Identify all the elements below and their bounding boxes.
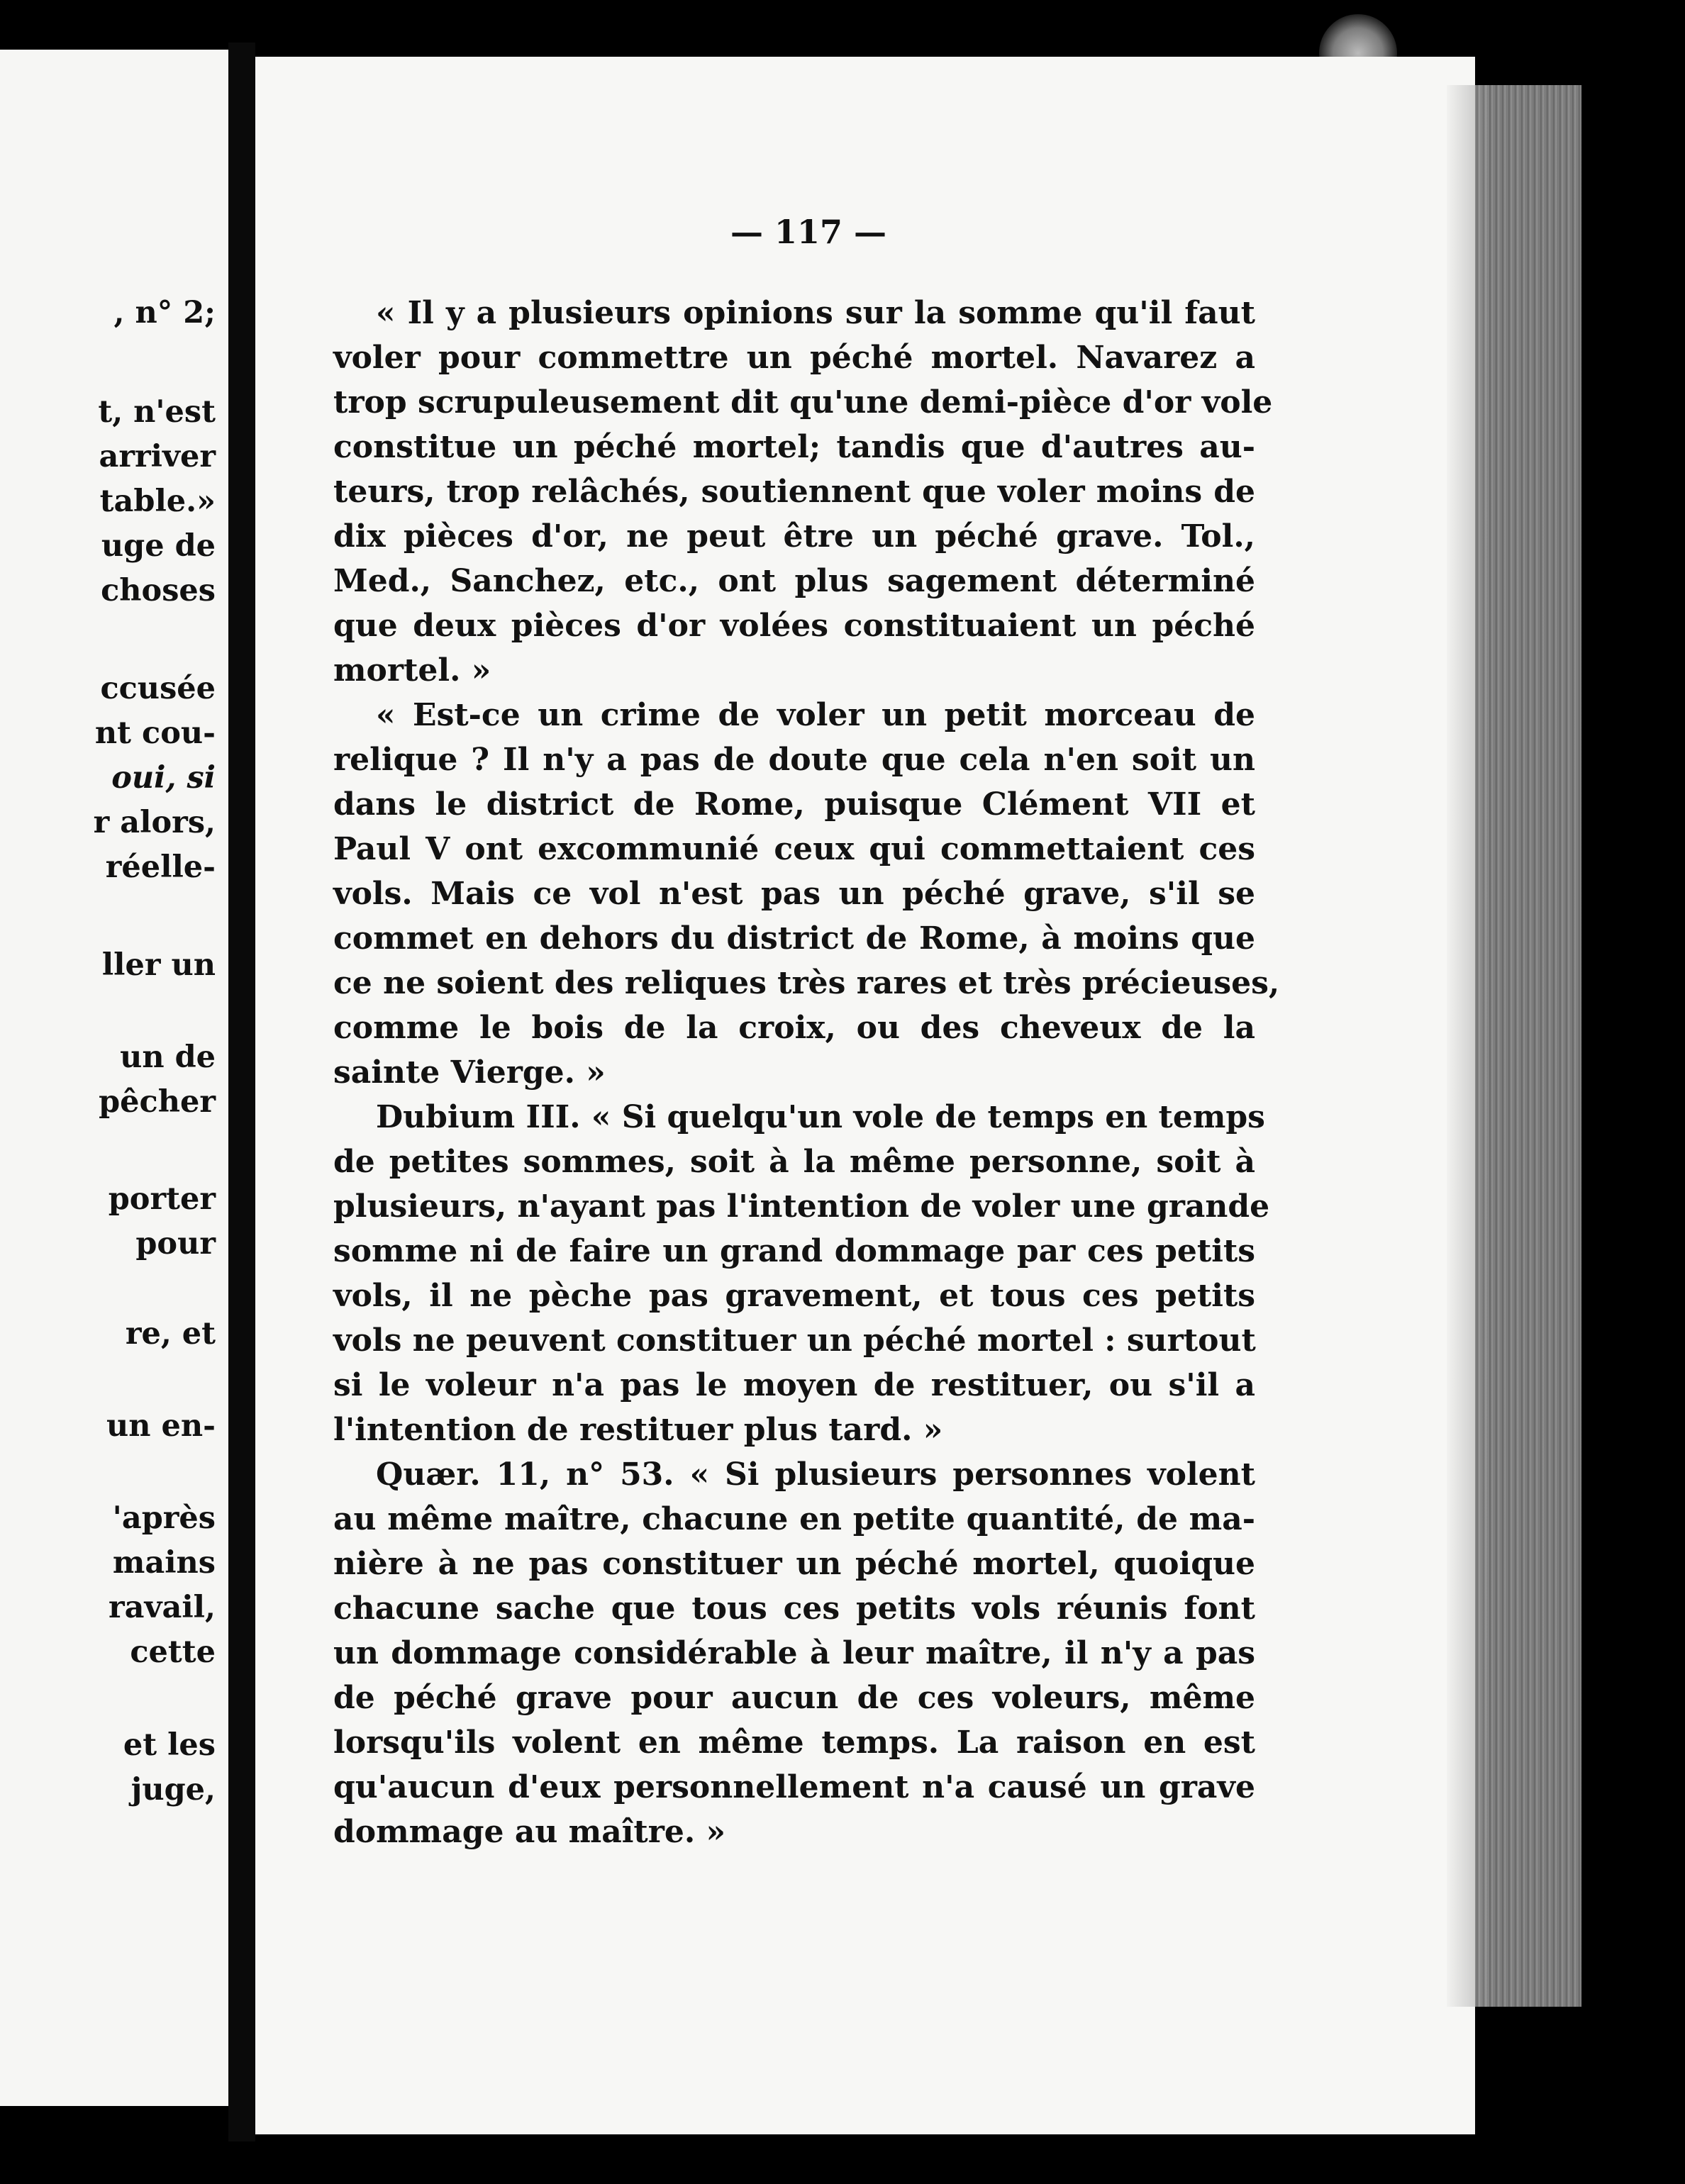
left-text-fragment: ccusée xyxy=(100,671,216,706)
text-line: dans le district de Rome, puisque Clément VII et xyxy=(333,786,1255,823)
text-line: nière à ne pas constituer un péché mortel, quoique xyxy=(333,1546,1255,1582)
text-line: de péché grave pour aucun de ces voleurs, même xyxy=(333,1680,1255,1716)
text-line: teurs, trop relâchés, soutiennent que voler moins de xyxy=(333,474,1255,510)
text-line: voler pour commettre un péché mortel. Navarez a xyxy=(333,340,1255,376)
left-text-fragment: mains xyxy=(112,1545,216,1581)
text-line: « Est-ce un crime de voler un petit morceau de xyxy=(376,697,1255,733)
text-line: Dubium III. « Si quelqu'un vole de temps en temps xyxy=(376,1099,1265,1135)
text-line: ce ne soient des reliques très rares et très précieuses, xyxy=(333,965,1280,1001)
left-text-fragment: arriver xyxy=(99,439,216,474)
book-page-edge xyxy=(1475,85,1581,2007)
text-line: Quær. 11, n° 53. « Si plusieurs personnes volent xyxy=(376,1456,1255,1493)
left-text-fragment: cette xyxy=(130,1634,216,1670)
text-line: mortel. » xyxy=(333,652,491,689)
text-line: vols. Mais ce vol n'est pas un péché grave, s'il se xyxy=(333,876,1255,912)
text-line: de petites sommes, soit à la même personne, soit à xyxy=(333,1144,1255,1180)
text-line: plusieurs, n'ayant pas l'intention de voler une grande xyxy=(333,1188,1270,1225)
left-text-fragment: oui, si xyxy=(111,760,216,796)
left-text-fragment: table.» xyxy=(99,484,216,519)
text-line: Med., Sanchez, etc., ont plus sagement déterminé xyxy=(333,563,1255,599)
text-line: constitue un péché mortel; tandis que d'autres au- xyxy=(333,429,1255,465)
text-line: sainte Vierge. » xyxy=(333,1054,606,1091)
text-line: que deux pièces d'or volées constituaient un péché xyxy=(333,608,1255,644)
page-number: — 117 — xyxy=(730,213,887,251)
text-line: chacune sache que tous ces petits vols réunis font xyxy=(333,1590,1255,1627)
left-text-fragment: 'après xyxy=(112,1500,216,1536)
left-text-fragment: pêcher xyxy=(99,1084,216,1120)
left-text-fragment: un de xyxy=(120,1040,216,1075)
text-line: dommage au maître. » xyxy=(333,1814,726,1850)
book-gutter xyxy=(228,43,255,2141)
text-line: « Il y a plusieurs opinions sur la somme qu'il faut xyxy=(376,295,1255,331)
left-text-fragment: t, n'est xyxy=(98,394,216,430)
left-text-fragment: re, et xyxy=(125,1316,216,1352)
text-line: lorsqu'ils volent en même temps. La raison en est xyxy=(333,1725,1255,1761)
left-text-fragment: un en- xyxy=(106,1408,216,1444)
text-line: trop scrupuleusement dit qu'une demi-pièce d'or vole xyxy=(333,384,1273,420)
text-line: Paul V ont excommunié ceux qui commettaient ces xyxy=(333,831,1255,867)
left-text-fragment: choses xyxy=(101,573,216,608)
text-line: un dommage considérable à leur maître, il n'y a pas xyxy=(333,1635,1255,1671)
left-text-fragment: uge de xyxy=(101,528,216,564)
left-text-fragment: porter xyxy=(108,1181,216,1217)
text-line: vols, il ne pèche pas gravement, et tous ces petits xyxy=(333,1278,1255,1314)
text-line: dix pièces d'or, ne peut être un péché grave. Tol., xyxy=(333,518,1255,555)
text-line: commet en dehors du district de Rome, à moins que xyxy=(333,920,1255,957)
text-line: vols ne peuvent constituer un péché mortel : surtout xyxy=(333,1322,1256,1359)
left-text-fragment: et les xyxy=(123,1727,216,1763)
text-line: si le voleur n'a pas le moyen de restituer, ou s'il a xyxy=(333,1367,1255,1403)
text-line: somme ni de faire un grand dommage par ces petits xyxy=(333,1233,1255,1269)
left-text-fragment: , n° 2; xyxy=(113,295,216,330)
left-text-fragment: juge, xyxy=(130,1772,216,1807)
left-text-fragment: r alors, xyxy=(93,805,216,840)
left-text-fragment: nt cou- xyxy=(94,715,216,751)
left-text-fragment: ller un xyxy=(101,947,216,983)
left-page-fragment xyxy=(0,50,228,2106)
text-line: au même maître, chacune en petite quantité, de ma- xyxy=(333,1501,1255,1537)
left-text-fragment: réelle- xyxy=(105,849,216,885)
text-line: comme le bois de la croix, ou des cheveux de la xyxy=(333,1010,1255,1046)
text-line: qu'aucun d'eux personnellement n'a causé un grave xyxy=(333,1769,1255,1805)
body-text xyxy=(333,291,1280,1854)
text-line: relique ? Il n'y a pas de doute que cela n'en soit un xyxy=(333,742,1255,778)
left-text-fragment: pour xyxy=(135,1226,216,1261)
left-text-fragment: ravail, xyxy=(108,1590,216,1625)
text-line: l'intention de restituer plus tard. » xyxy=(333,1412,943,1448)
